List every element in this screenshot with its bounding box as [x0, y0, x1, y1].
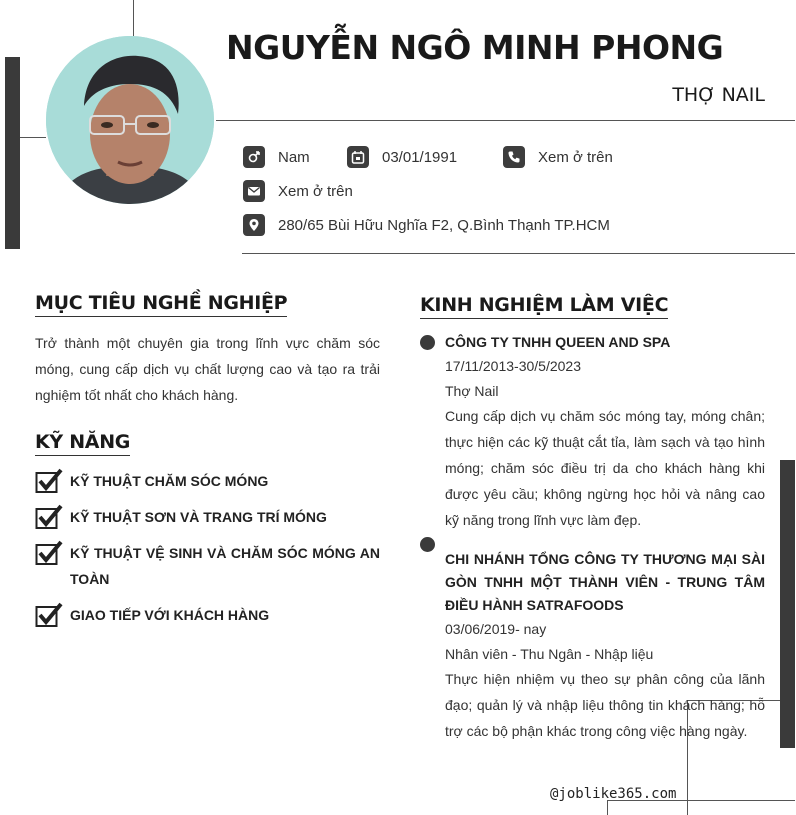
job-description: Cung cấp dịch vụ chăm sóc móng tay, móng chân; thực hiện các kỹ thuật cắt tỉa, làm sạch và tạo hình móng; chăm sóc điều trị da cho khách hàng khi được yêu cầu; không ngừng học hỏi và nâng cao kỹ năng trong lĩnh vực làm đẹp.	[445, 408, 765, 528]
location-pin-icon	[243, 214, 265, 236]
contact-gender	[243, 146, 310, 168]
job-position: Nhân viên - Thu Ngân - Nhập liệu	[445, 646, 654, 662]
skill-label: GIAO TIẾP VỚI KHÁCH HÀNG	[70, 607, 270, 623]
gender-icon	[243, 146, 265, 168]
job-period: 03/06/2019- nay	[445, 621, 547, 637]
job-period: 17/11/2013-30/5/2023	[445, 358, 581, 374]
avatar	[46, 36, 214, 204]
gender-value: Nam	[278, 148, 310, 166]
checkbox-checked-icon	[35, 540, 63, 566]
contact-email	[243, 180, 353, 202]
birthday-value: 03/01/1991	[382, 148, 458, 166]
contact-phone	[503, 146, 613, 168]
skill-label: KỸ THUẬT SƠN VÀ TRANG TRÍ MÓNG	[70, 509, 327, 525]
job-entry	[445, 331, 765, 533]
top-vertical-line	[133, 0, 134, 36]
skill-item	[35, 504, 380, 530]
checkbox-checked-icon	[35, 602, 63, 628]
skill-label: KỸ THUẬT VỆ SINH VÀ CHĂM SÓC MÓNG AN TOÀN	[70, 545, 380, 587]
email-value: Xem ở trên	[278, 182, 353, 200]
full-name: NGUYỄN NGÔ MINH PHONG	[226, 28, 724, 67]
watermark-text: @joblike365.com	[550, 786, 677, 802]
contact-birthday	[347, 146, 457, 168]
job-role: THỢ NAIL	[672, 84, 765, 106]
checkbox-checked-icon	[35, 504, 63, 530]
job-description: Thực hiện nhiệm vụ theo sự phân công của lãnh đạo; quản lý và nhập liệu thông tin khách hàng; hỗ trợ các bộ phận khác trong công việc hàng ngày.	[445, 671, 765, 739]
checkbox-checked-icon	[35, 468, 63, 494]
skill-label: KỸ THUẬT CHĂM SÓC MÓNG	[70, 473, 269, 489]
objective-title: MỤC TIÊU NGHỀ NGHIỆP	[35, 292, 287, 317]
timeline-dot	[420, 335, 435, 350]
phone-icon	[503, 146, 525, 168]
address-value: 280/65 Bùi Hữu Nghĩa F2, Q.Bình Thạnh TP.HCM	[278, 216, 610, 234]
header-divider	[216, 120, 795, 121]
skill-item	[35, 468, 380, 494]
left-accent-bar	[5, 57, 20, 249]
experience-title: KINH NGHIỆM LÀM VIỆC	[420, 294, 668, 319]
skill-item	[35, 602, 380, 628]
avatar-portrait-icon	[46, 36, 214, 204]
calendar-icon	[347, 146, 369, 168]
email-icon	[243, 180, 265, 202]
job-company: CHI NHÁNH TỔNG CÔNG TY THƯƠNG MẠI SÀI GÒN TNHH MỘT THÀNH VIÊN - TRUNG TÂM ĐIỀU HÀNH SATRAFOODS	[445, 551, 765, 613]
contact-divider	[242, 253, 795, 254]
job-position: Thợ Nail	[445, 383, 499, 399]
right-accent-bar	[780, 460, 795, 748]
left-horizontal-line	[20, 137, 46, 138]
job-company: CÔNG TY TNHH QUEEN AND SPA	[445, 334, 671, 350]
skills-title: KỸ NĂNG	[35, 431, 130, 456]
job-entry	[445, 548, 765, 744]
skill-item	[35, 540, 380, 592]
contact-address	[243, 214, 610, 236]
objective-text: Trở thành một chuyên gia trong lĩnh vực chăm sóc móng, cung cấp dịch vụ chất lượng cao và tạo ra trải nghiệm tốt nhất cho khách hàng.	[35, 335, 380, 403]
bottom-box-vertical-2	[607, 800, 608, 815]
timeline-dot	[420, 537, 435, 552]
phone-value: Xem ở trên	[538, 148, 613, 166]
